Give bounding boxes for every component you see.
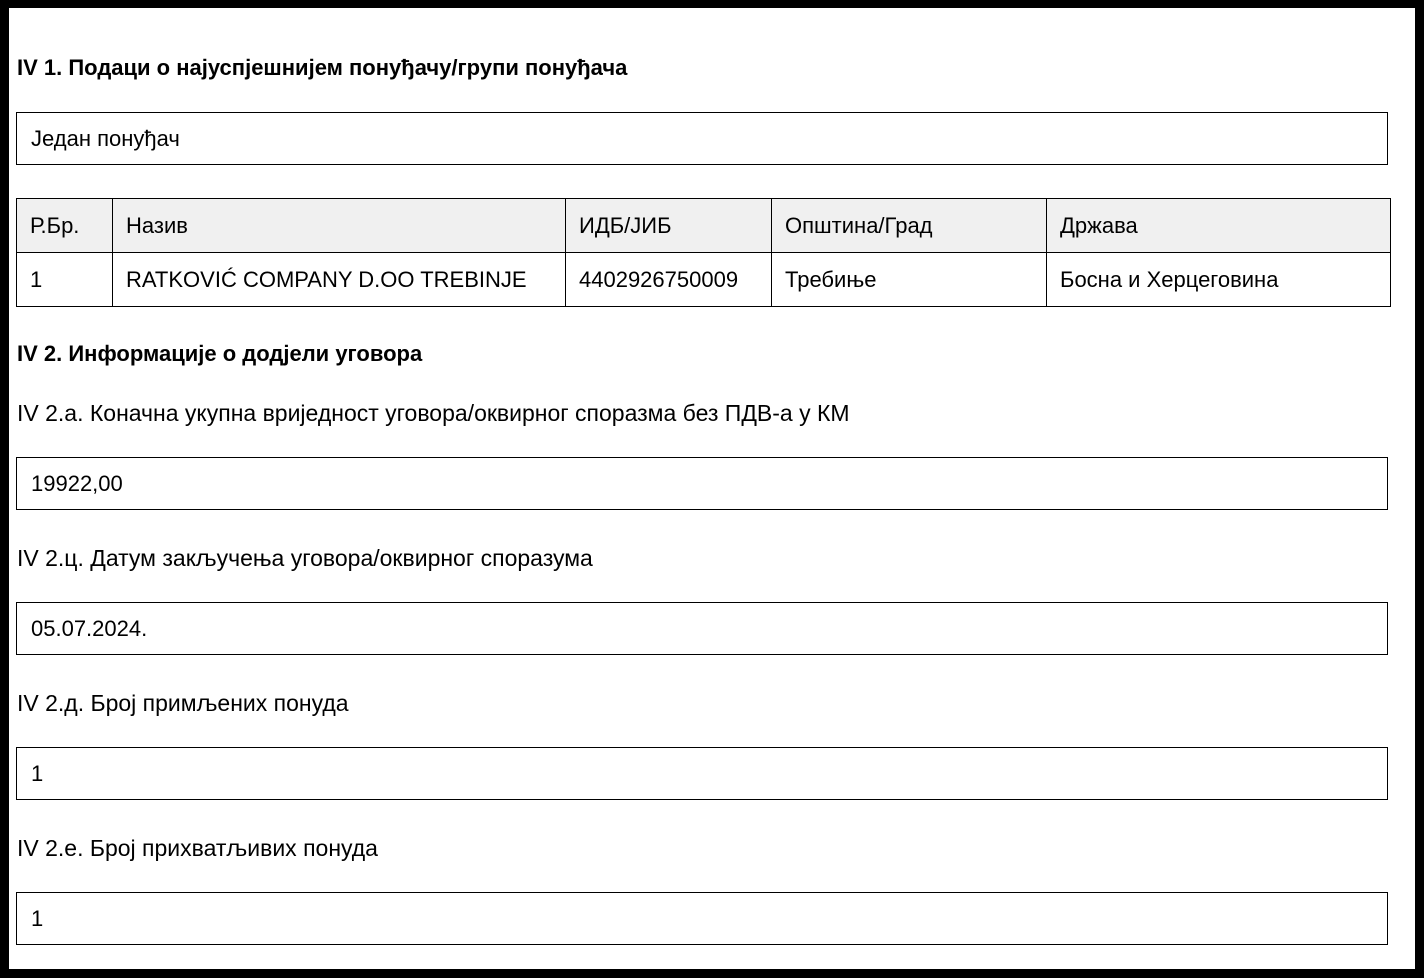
cell-country: Босна и Херцеговина xyxy=(1047,253,1391,307)
column-header-number: Р.Бр. xyxy=(17,199,113,253)
received-bids-label: IV 2.д. Број примљених понуда xyxy=(17,690,349,716)
acceptable-bids-field: 1 xyxy=(16,892,1388,945)
cell-name: RATKOVIĆ COMPANY D.OO TREBINJE xyxy=(113,253,566,307)
column-header-municipality: Општина/Град xyxy=(772,199,1047,253)
column-header-name: Назив xyxy=(113,199,566,253)
cell-number: 1 xyxy=(17,253,113,307)
contract-value-label: IV 2.а. Коначна укупна вриједност уговора/оквирног споразма без ПДВ-а у КМ xyxy=(17,400,850,426)
section-iv1-heading: IV 1. Подаци о најуспјешнијем понуђачу/групи понуђача xyxy=(17,55,628,80)
section-iv2-heading: IV 2. Информације о додјели уговора xyxy=(17,341,423,366)
column-header-id: ИДБ/ЈИБ xyxy=(566,199,772,253)
cell-id: 4402926750009 xyxy=(566,253,772,307)
contract-date-label: IV 2.ц. Датум закључења уговора/оквирног споразума xyxy=(17,545,593,571)
received-bids-field: 1 xyxy=(16,747,1388,800)
acceptable-bids-label: IV 2.е. Број прихватљивих понуда xyxy=(17,835,378,861)
contract-value-field: 19922,00 xyxy=(16,457,1388,510)
bidder-table xyxy=(16,198,1391,307)
bidder-type-field: Један понуђач xyxy=(16,112,1388,165)
table-row xyxy=(17,253,1391,307)
table-header-row xyxy=(17,199,1391,253)
contract-date-field: 05.07.2024. xyxy=(16,602,1388,655)
column-header-country: Држава xyxy=(1047,199,1391,253)
document-page xyxy=(9,8,1415,969)
cell-municipality: Требиње xyxy=(772,253,1047,307)
